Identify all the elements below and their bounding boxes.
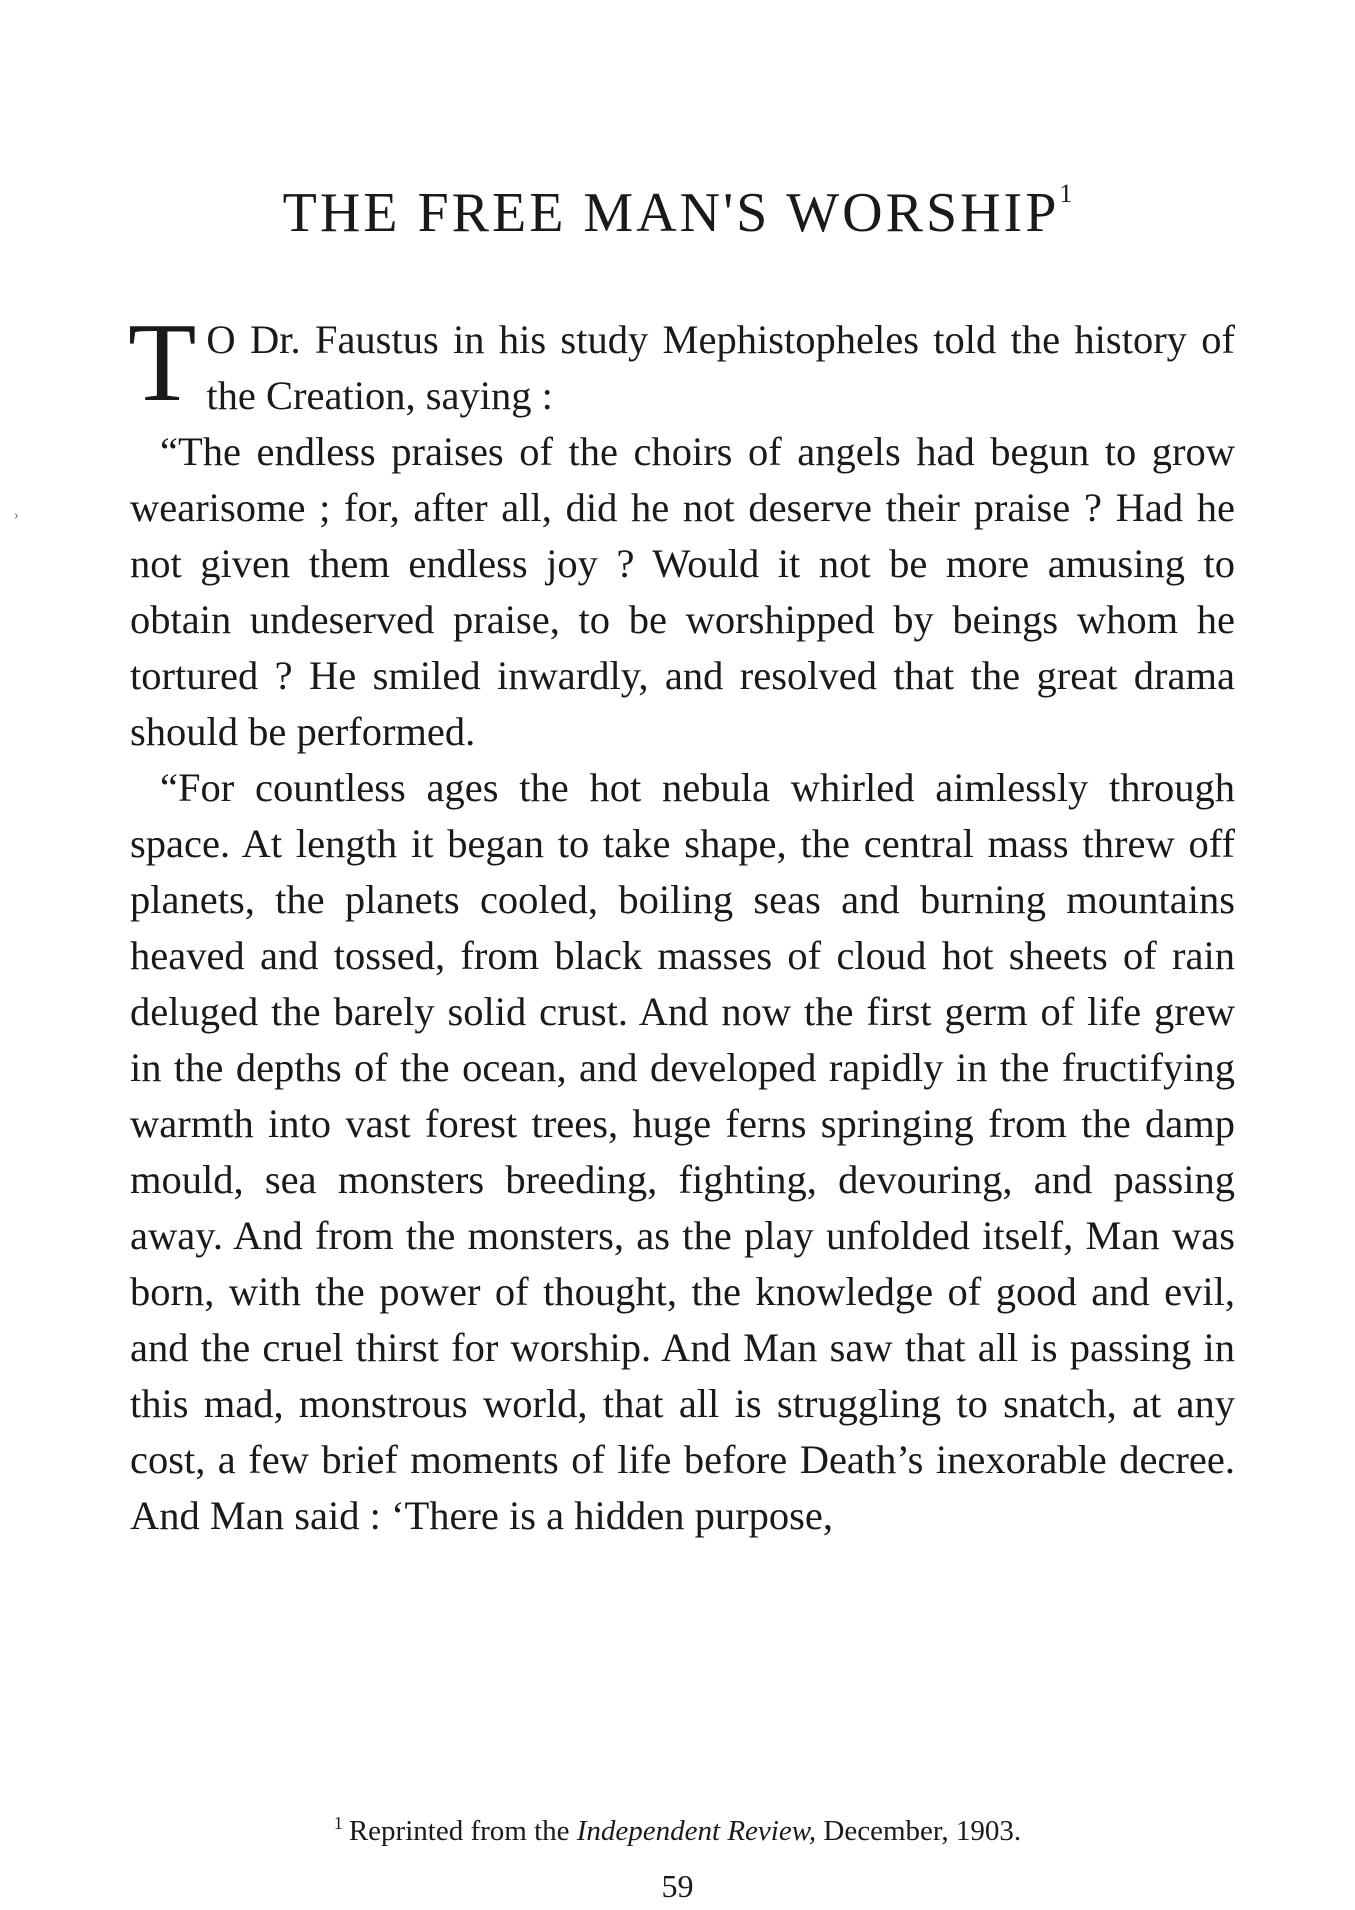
footnote-text-before: Reprinted from the bbox=[348, 1815, 577, 1847]
footnote bbox=[0, 1815, 1355, 1848]
margin-mark: › bbox=[14, 508, 19, 523]
chapter-title bbox=[0, 179, 1355, 244]
paragraph-1-text: O Dr. Faustus in his study Mephistopheles told the history of the Creation, saying : bbox=[206, 317, 1235, 418]
paragraph-1 bbox=[128, 301, 1235, 425]
drop-cap: T bbox=[128, 301, 197, 425]
footnote-text-after: December, 1903. bbox=[816, 1815, 1022, 1847]
chapter-title-text: THE FREE MAN'S WORSHIP bbox=[282, 182, 1060, 244]
footnote-marker: 1 bbox=[333, 1813, 343, 1833]
paragraph-3: “For countless ages the hot nebula whirled aimlessly through space. At length it began to take shape, the central mass threw off planets, the planets cooled, boiling seas and burning mountains heaved and tossed, from black masses of cloud hot sheets of rain deluged the barely solid crust. And now the first germ of life grew in the depths of the ocean, and developed rapidly in the fructifying warmth into vast forest trees, huge ferns springing from the damp mould, sea monsters breeding, fighting, devouring, and passing away. And from the monsters, as the play unfolded itself, Man was born, with the power of thought, the knowledge of good and evil, and the cruel thirst for worship. And Man saw that all is passing in this mad, monstrous world, that all is struggling to snatch, at any cost, a few brief moments of life before Death’s inexorable decree. And Man said : ‘There is a hidden purpose, bbox=[130, 765, 1235, 1538]
body-text bbox=[128, 301, 1235, 1544]
title-footnote-marker: 1 bbox=[1059, 179, 1073, 208]
paragraph-2: “The endless praises of the choirs of angels had begun to grow wearisome ; for, after all, did he not deserve their praise ? Had he not given them endless joy ? Would it not be more amusing to obtain undeserved praise, to be worshipped by beings whom he tortured ? He smiled inwardly, and resolved that the great drama should be performed. bbox=[130, 429, 1235, 754]
footnote-publication: Independent Review, bbox=[576, 1815, 817, 1847]
page-number: 59 bbox=[661, 1868, 694, 1904]
